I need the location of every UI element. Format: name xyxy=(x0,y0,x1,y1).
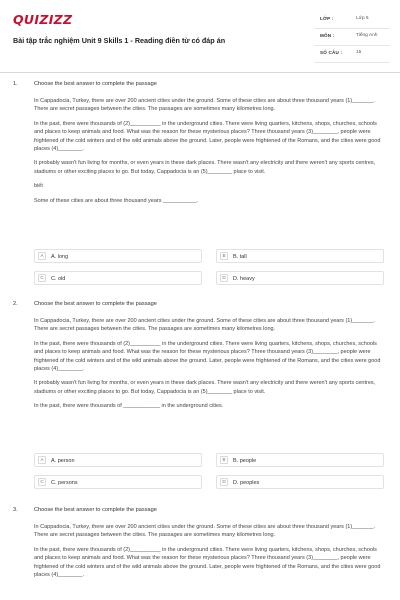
option-letter-badge: C xyxy=(38,274,46,282)
meta-row-subject xyxy=(314,29,390,46)
option-b[interactable] xyxy=(216,249,384,263)
option-text: C. persons xyxy=(51,479,78,486)
passage-paragraph: In the past, there were thousands of (2)__________ in the underground cities. There were living quarters, kitchens, shops, churches, schools and places to keep animals and food. What was the reason for these mysterious places? Three thousand years (3)________, people were frightened of the cold winters and of the wild animals above the ground. Later, people were frightened of the Romans, and the cities were good places (4)________. xyxy=(34,340,381,373)
option-text: C. old xyxy=(51,275,66,282)
question-text: Some of these cities are about three thousand years ___________. xyxy=(34,197,199,204)
question-passage xyxy=(34,523,387,585)
option-text: A. person xyxy=(51,457,75,464)
option-text: D. peoples xyxy=(233,479,260,486)
question-number: 3. xyxy=(13,507,18,513)
option-letter-badge: B xyxy=(220,456,228,464)
meta-value: 15 xyxy=(356,50,362,55)
worksheet-header xyxy=(0,0,400,66)
question-number: 1. xyxy=(13,81,18,87)
question-prompt: Choose the best answer to complete the passage xyxy=(34,301,157,307)
option-letter-badge: C xyxy=(38,478,46,486)
option-d[interactable] xyxy=(216,271,384,285)
passage-paragraph: biết xyxy=(34,183,43,190)
worksheet-meta xyxy=(314,12,390,63)
passage-paragraph: In Cappadocia, Turkey, there are over 200 ancient cities under the ground. Some of these cities are about three thousand years (1)_______. There are secret passages between the cities. The passages are sometimes many kilometres long. xyxy=(34,318,376,333)
passage-paragraph: In the past, there were thousands of (2)__________ in the underground cities. There were living quarters, kitchens, shops, churches, schools and places to keep animals and food. What was the reason for these mysterious places? Three thousand years (3)________, people were frightened of the cold winters and of the wild animals above the ground. Later, people were frightened of the Romans, and the cities were good places (4)________. xyxy=(34,120,381,153)
option-text: B. people xyxy=(233,457,257,464)
passage-paragraph: It probably wasn't fun living for months, or even years in these dark places. There wasn't any electricity and there weren't any sports centres, stadiums or other exciting places to go. But today, Cappadocia is an (5)________ place to visit. xyxy=(34,380,376,395)
meta-row-question-count xyxy=(314,46,390,63)
question-number: 2. xyxy=(13,301,18,307)
question-prompt: Choose the best answer to complete the passage xyxy=(34,507,157,513)
option-text: B. tall xyxy=(233,253,247,260)
passage-paragraph: In Cappadocia, Turkey, there are over 200 ancient cities under the ground. Some of these cities are about three thousand years (1)_______. There are secret passages between the cities. The passages are sometimes many kilometres long. xyxy=(34,524,376,539)
passage-paragraph: In Cappadocia, Turkey, there are over 200 ancient cities under the ground. Some of these cities are about three thousand years (1)_______. There are secret passages between the cities. The passages are sometimes many kilometres long. xyxy=(34,98,376,113)
option-a[interactable] xyxy=(34,453,202,467)
meta-label: MÔN : xyxy=(320,33,335,38)
meta-label: SỐ CÂU : xyxy=(320,50,343,55)
question-passage xyxy=(34,97,387,205)
meta-value: Lớp 6 xyxy=(356,16,369,21)
option-text: D. heavy xyxy=(233,275,255,282)
option-letter-badge: D xyxy=(220,274,228,282)
option-b[interactable] xyxy=(216,453,384,467)
option-c[interactable] xyxy=(34,475,202,489)
passage-paragraph: In the past, there were thousands of (2)__________ in the underground cities. There were living quarters, kitchens, shops, churches, schools and places to keep animals and food. What was the reason for these mysterious places? Three thousand years (3)________, people were frightened of the cold winters and of the wild animals above the ground. Later, people were frightened of the Romans, and the cities were good places (4)________. xyxy=(34,546,381,579)
option-letter-badge: D xyxy=(220,478,228,486)
question-text: In the past, there were thousands of ____________ in the underground cities. xyxy=(34,403,224,410)
option-letter-badge: A xyxy=(38,456,46,464)
option-text: A. long xyxy=(51,253,69,260)
header-divider xyxy=(0,72,400,73)
option-letter-badge: A xyxy=(38,252,46,260)
option-letter-badge: B xyxy=(220,252,228,260)
question-prompt: Choose the best answer to complete the passage xyxy=(34,81,157,87)
option-c[interactable] xyxy=(34,271,202,285)
meta-row-grade xyxy=(314,12,390,29)
quizizz-logo: QUIZIZZ xyxy=(13,12,73,27)
worksheet-title: Bài tập trắc nghiệm Unit 9 Skills 1 - Reading điền từ có đáp án xyxy=(13,36,226,45)
passage-paragraph: It probably wasn't fun living for months, or even years in these dark places. There wasn't any electricity and there weren't any sports centres, stadiums or other exciting places to go. But today, Cappadocia is an (5)________ place to visit. xyxy=(34,160,376,175)
meta-value: Tiếng Anh xyxy=(356,33,378,38)
option-d[interactable] xyxy=(216,475,384,489)
question-passage xyxy=(34,317,387,410)
option-a[interactable] xyxy=(34,249,202,263)
meta-label: LỚP : xyxy=(320,16,334,21)
